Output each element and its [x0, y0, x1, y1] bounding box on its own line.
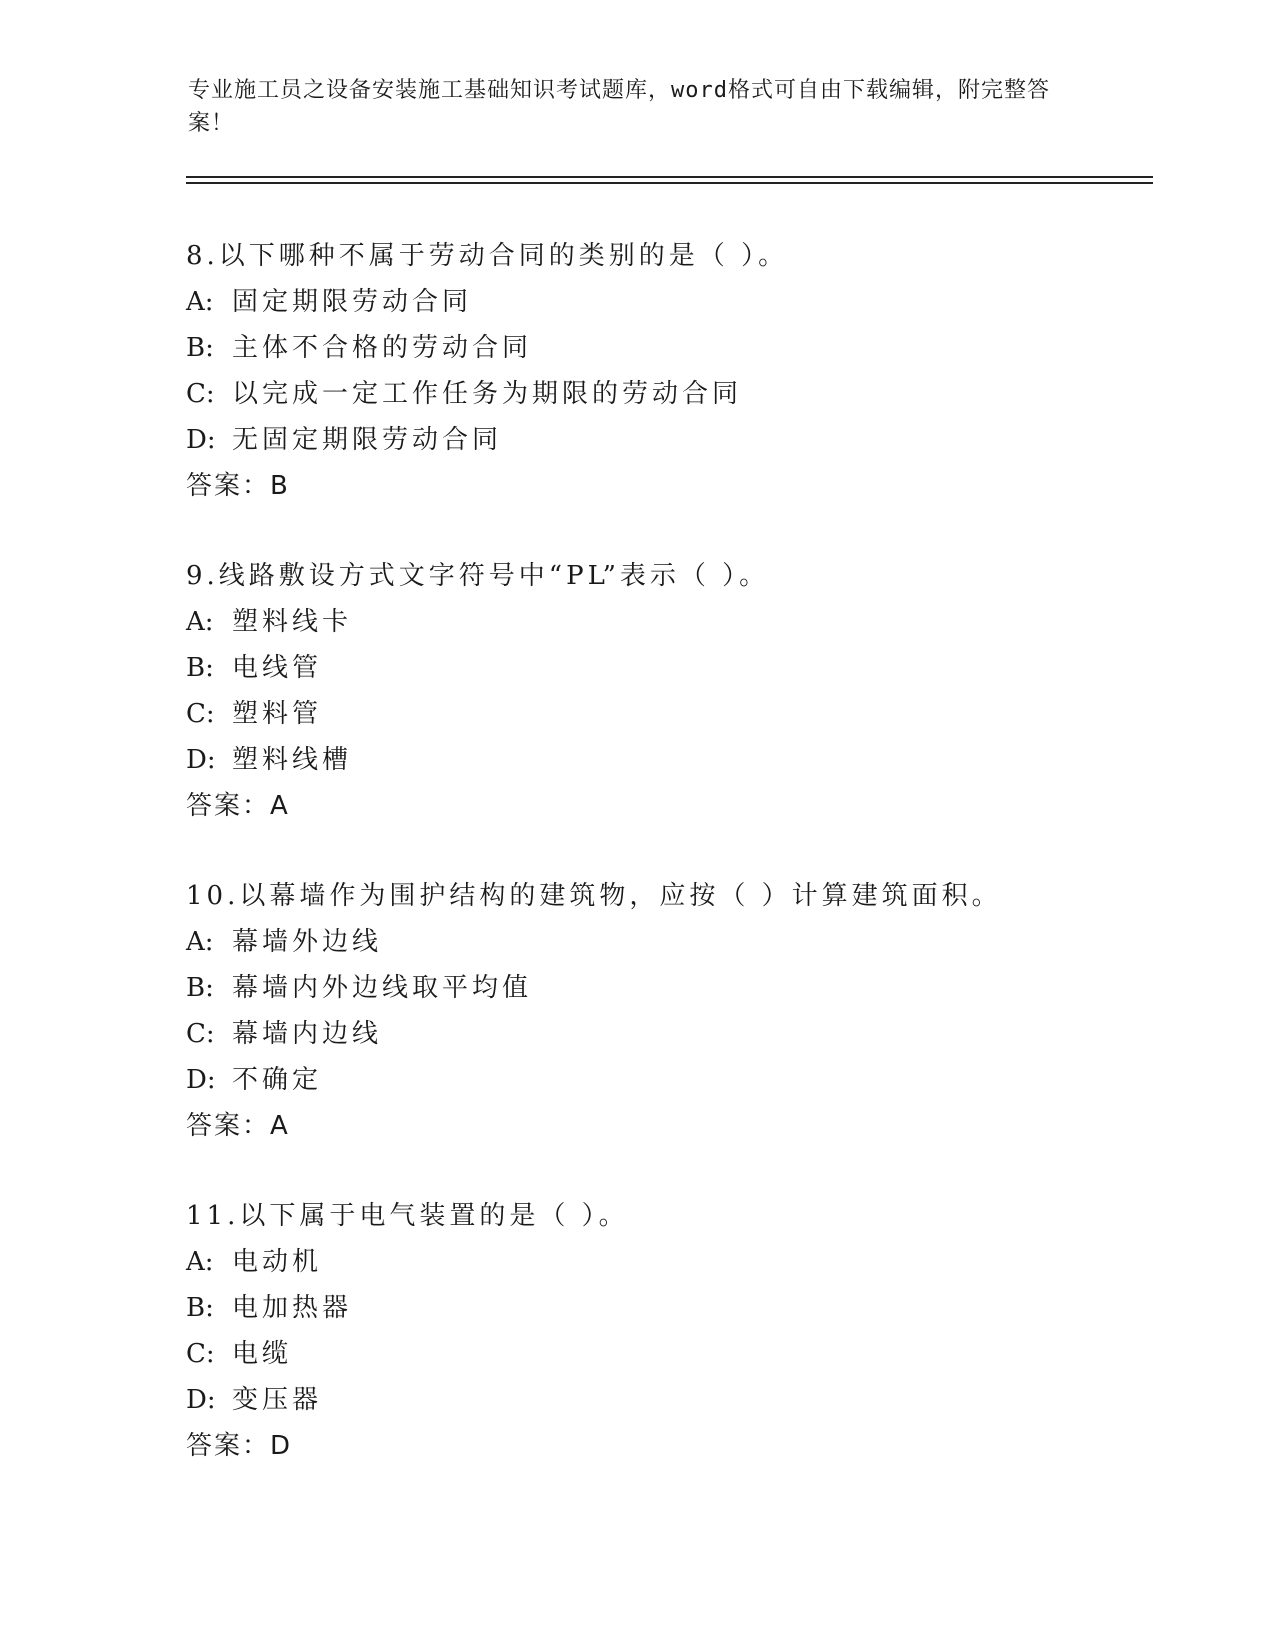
- question-stem: 9.线路敷设方式文字符号中“PL”表示（ ）。: [186, 561, 770, 591]
- option-b: [186, 965, 1146, 1011]
- option-text: 幕墙内边线: [232, 1019, 383, 1049]
- question-stem: 8.以下哪种不属于劳动合同的类别的是（ ）。: [186, 241, 789, 271]
- option-letter: C:: [186, 1019, 215, 1049]
- option-text: 电加热器: [232, 1293, 353, 1323]
- answer-line: 答案：A: [186, 1111, 290, 1141]
- document-header: 专业施工员之设备安装施工基础知识考试题库，word格式可自由下载编辑，附完整答案！: [188, 78, 1050, 136]
- answer-line: 答案：B: [186, 471, 290, 501]
- answer-line: 答案：A: [186, 791, 290, 821]
- question-9: [186, 553, 1146, 829]
- option-text: 幕墙外边线: [232, 927, 383, 957]
- option-d: [186, 1057, 1146, 1103]
- answer-line: 答案：D: [186, 1431, 293, 1461]
- option-d: [186, 737, 1146, 783]
- option-letter: A:: [186, 287, 214, 317]
- option-d: [186, 1377, 1146, 1423]
- header-divider-top: [186, 176, 1153, 178]
- option-letter: D:: [186, 425, 216, 455]
- option-b: [186, 325, 1146, 371]
- option-c: [186, 1331, 1146, 1377]
- option-text: 塑料线槽: [232, 745, 353, 775]
- option-b: [186, 1285, 1146, 1331]
- option-text: 电动机: [232, 1247, 323, 1277]
- option-text: 固定期限劳动合同: [232, 287, 473, 317]
- option-letter: D:: [186, 1385, 216, 1415]
- option-text: 以完成一定工作任务为期限的劳动合同: [232, 379, 743, 409]
- option-letter: A:: [186, 927, 214, 957]
- option-text: 电线管: [232, 653, 323, 683]
- option-text: 变压器: [232, 1385, 323, 1415]
- option-letter: C:: [186, 1339, 215, 1369]
- option-a: [186, 919, 1146, 965]
- option-a: [186, 279, 1146, 325]
- option-text: 塑料线卡: [232, 607, 353, 637]
- question-10: [186, 873, 1146, 1149]
- option-text: 塑料管: [232, 699, 323, 729]
- question-8: [186, 233, 1146, 509]
- header-divider-bottom: [186, 182, 1153, 184]
- option-text: 不确定: [232, 1065, 323, 1095]
- option-letter: B:: [186, 333, 214, 363]
- option-letter: C:: [186, 699, 215, 729]
- question-stem: 10.以幕墙作为围护结构的建筑物，应按（ ）计算建筑面积。: [186, 881, 1002, 911]
- option-letter: A:: [186, 607, 214, 637]
- option-b: [186, 645, 1146, 691]
- option-a: [186, 1239, 1146, 1285]
- option-letter: B:: [186, 653, 214, 683]
- option-letter: D:: [186, 745, 216, 775]
- option-text: 幕墙内外边线取平均值: [232, 973, 533, 1003]
- option-c: [186, 1011, 1146, 1057]
- option-c: [186, 691, 1146, 737]
- option-letter: A:: [186, 1247, 214, 1277]
- question-11: [186, 1193, 1146, 1469]
- option-d: [186, 417, 1146, 463]
- option-letter: C:: [186, 379, 215, 409]
- question-stem: 11.以下属于电气装置的是（ ）。: [186, 1201, 629, 1231]
- option-letter: D:: [186, 1065, 216, 1095]
- option-text: 无固定期限劳动合同: [232, 425, 503, 455]
- option-letter: B:: [186, 973, 214, 1003]
- option-c: [186, 371, 1146, 417]
- option-text: 主体不合格的劳动合同: [232, 333, 533, 363]
- option-text: 电缆: [232, 1339, 293, 1369]
- option-a: [186, 599, 1146, 645]
- option-letter: B:: [186, 1293, 214, 1323]
